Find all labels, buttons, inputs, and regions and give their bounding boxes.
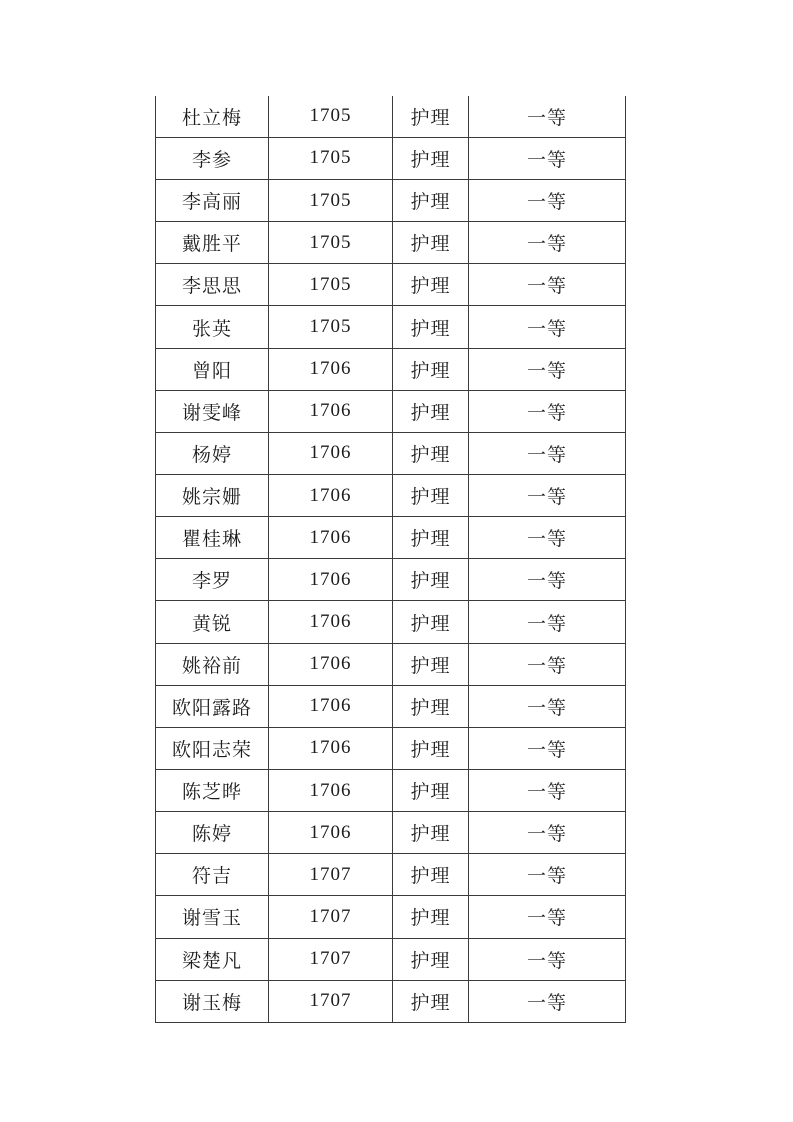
table-row [156, 264, 626, 306]
cell-major: 护理 [393, 137, 469, 179]
cell-class-number: 1705 [269, 264, 393, 306]
table-row [156, 390, 626, 432]
cell-award-level: 一等 [469, 348, 626, 390]
cell-class-number: 1706 [269, 601, 393, 643]
cell-major: 护理 [393, 685, 469, 727]
cell-major: 护理 [393, 643, 469, 685]
cell-class-number: 1706 [269, 517, 393, 559]
cell-class-number: 1706 [269, 348, 393, 390]
cell-award-level: 一等 [469, 980, 626, 1022]
cell-student-name: 欧阳志荣 [156, 727, 269, 769]
cell-student-name: 李思思 [156, 264, 269, 306]
cell-major: 护理 [393, 980, 469, 1022]
cell-major: 护理 [393, 559, 469, 601]
table-row [156, 432, 626, 474]
cell-student-name: 梁楚凡 [156, 938, 269, 980]
cell-student-name: 张英 [156, 306, 269, 348]
cell-major: 护理 [393, 601, 469, 643]
cell-class-number: 1706 [269, 475, 393, 517]
table-row [156, 938, 626, 980]
cell-student-name: 杨婷 [156, 432, 269, 474]
cell-student-name: 谢雪玉 [156, 896, 269, 938]
cell-student-name: 谢雯峰 [156, 390, 269, 432]
cell-student-name: 李高丽 [156, 180, 269, 222]
cell-award-level: 一等 [469, 432, 626, 474]
cell-award-level: 一等 [469, 559, 626, 601]
cell-award-level: 一等 [469, 685, 626, 727]
cell-major: 护理 [393, 475, 469, 517]
cell-award-level: 一等 [469, 938, 626, 980]
cell-award-level: 一等 [469, 727, 626, 769]
cell-student-name: 欧阳露路 [156, 685, 269, 727]
cell-award-level: 一等 [469, 137, 626, 179]
cell-class-number: 1706 [269, 559, 393, 601]
table-row [156, 180, 626, 222]
cell-student-name: 黄锐 [156, 601, 269, 643]
cell-class-number: 1706 [269, 727, 393, 769]
cell-major: 护理 [393, 348, 469, 390]
cell-student-name: 李罗 [156, 559, 269, 601]
award-table [155, 96, 626, 1023]
cell-award-level: 一等 [469, 854, 626, 896]
table-row [156, 896, 626, 938]
cell-student-name: 姚裕前 [156, 643, 269, 685]
table-row [156, 96, 626, 137]
cell-major: 护理 [393, 517, 469, 559]
cell-award-level: 一等 [469, 180, 626, 222]
cell-student-name: 陈婷 [156, 812, 269, 854]
table-row [156, 812, 626, 854]
cell-major: 护理 [393, 854, 469, 896]
cell-award-level: 一等 [469, 770, 626, 812]
table-row [156, 727, 626, 769]
cell-class-number: 1705 [269, 222, 393, 264]
table-row [156, 222, 626, 264]
cell-class-number: 1706 [269, 812, 393, 854]
cell-class-number: 1706 [269, 643, 393, 685]
cell-student-name: 陈芝晔 [156, 770, 269, 812]
table-row [156, 137, 626, 179]
cell-class-number: 1706 [269, 432, 393, 474]
cell-class-number: 1706 [269, 770, 393, 812]
cell-student-name: 瞿桂琳 [156, 517, 269, 559]
cell-class-number: 1707 [269, 896, 393, 938]
cell-award-level: 一等 [469, 264, 626, 306]
cell-class-number: 1706 [269, 685, 393, 727]
cell-award-level: 一等 [469, 896, 626, 938]
cell-award-level: 一等 [469, 643, 626, 685]
table-row [156, 770, 626, 812]
table-row [156, 643, 626, 685]
cell-class-number: 1707 [269, 980, 393, 1022]
cell-student-name: 李参 [156, 137, 269, 179]
cell-award-level: 一等 [469, 601, 626, 643]
cell-major: 护理 [393, 432, 469, 474]
cell-major: 护理 [393, 264, 469, 306]
table-row [156, 980, 626, 1022]
table-row [156, 559, 626, 601]
cell-major: 护理 [393, 222, 469, 264]
cell-major: 护理 [393, 306, 469, 348]
table-row [156, 854, 626, 896]
table-row [156, 517, 626, 559]
cell-class-number: 1705 [269, 180, 393, 222]
cell-award-level: 一等 [469, 390, 626, 432]
table-row [156, 306, 626, 348]
cell-class-number: 1705 [269, 306, 393, 348]
cell-class-number: 1705 [269, 96, 393, 137]
cell-major: 护理 [393, 180, 469, 222]
cell-student-name: 姚宗姗 [156, 475, 269, 517]
cell-major: 护理 [393, 96, 469, 137]
cell-award-level: 一等 [469, 96, 626, 137]
cell-major: 护理 [393, 812, 469, 854]
cell-student-name: 戴胜平 [156, 222, 269, 264]
cell-student-name: 杜立梅 [156, 96, 269, 137]
cell-award-level: 一等 [469, 517, 626, 559]
table-row [156, 348, 626, 390]
table-row [156, 685, 626, 727]
cell-major: 护理 [393, 770, 469, 812]
cell-class-number: 1707 [269, 938, 393, 980]
cell-award-level: 一等 [469, 475, 626, 517]
cell-award-level: 一等 [469, 812, 626, 854]
cell-class-number: 1707 [269, 854, 393, 896]
cell-award-level: 一等 [469, 222, 626, 264]
table-row [156, 601, 626, 643]
cell-major: 护理 [393, 390, 469, 432]
cell-student-name: 符吉 [156, 854, 269, 896]
cell-student-name: 谢玉梅 [156, 980, 269, 1022]
table-row [156, 475, 626, 517]
cell-class-number: 1705 [269, 137, 393, 179]
cell-major: 护理 [393, 938, 469, 980]
cell-major: 护理 [393, 896, 469, 938]
cell-major: 护理 [393, 727, 469, 769]
award-table-body [156, 96, 626, 1023]
cell-student-name: 曾阳 [156, 348, 269, 390]
cell-award-level: 一等 [469, 306, 626, 348]
cell-class-number: 1706 [269, 390, 393, 432]
